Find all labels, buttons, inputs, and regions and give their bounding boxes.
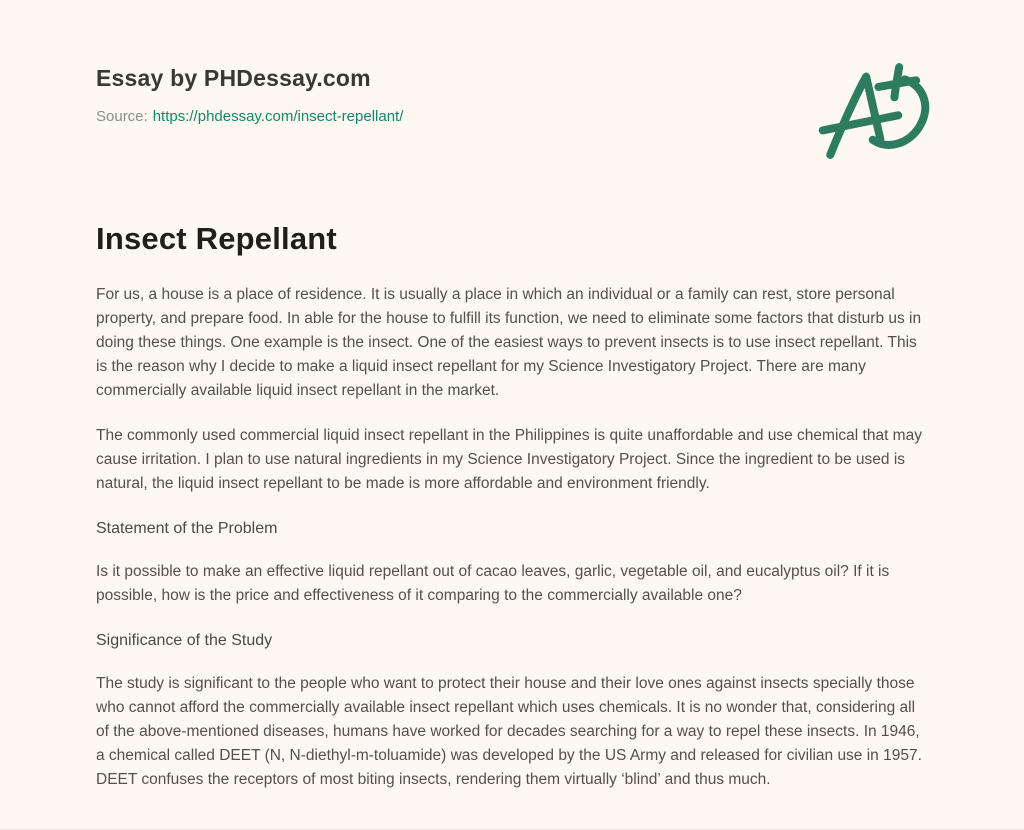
essay-paragraph: The study is significant to the people who want to protect their house and their love ones against insects specially those who cannot afford the commercially available insect repellant which uses chemicals. It is no wonder that, considering all of the above-mentioned diseases, humans have worked for decades searching for a way to repel these insects. In 1946, a chemical called DEET (N, N-diethyl-m-toluamide) was developed by the US Army and released for civilian use in 1957. DEET confuses the receptors of most biting insects, rendering them virtually ‘blind’ and thus much. — [96, 675, 922, 788]
section-heading-statement-of-the-problem: Statement of the Problem — [96, 520, 278, 537]
source-link[interactable]: https://phdessay.com/insect-repellant/ — [152, 108, 404, 125]
a-plus-logo-icon — [818, 60, 936, 163]
header-text-block — [96, 64, 403, 127]
essay-paragraph: For us, a house is a place of residence. It is usually a place in which an individual or a family can rest, store personal property, and prepare food. In able for the house to fulfill its function, we need to eliminate some factors that disturb us in doing these things. One example is the insect. One of the easiest ways to prevent insects is to use insect repellant. This is the reason why I decide to make a liquid insect repellant for my Science Investigatory Project. There are many commercially available liquid insect repellant in the market. — [96, 286, 922, 399]
source-line — [96, 107, 403, 127]
essay-paragraph: Is it possible to make an effective liquid repellant out of cacao leaves, garlic, vegetable oil, and eucalyptus oil? If it is possible, how is the price and effectiveness of it comparing to the commercially available one? — [96, 563, 890, 604]
phdessay-logo — [818, 60, 936, 163]
source-label: Source: — [96, 108, 148, 125]
page-title: Essay by PHDessay.com — [96, 65, 371, 91]
essay-paragraph: The commonly used commercial liquid insect repellant in the Philippines is quite unaffordable and use chemical that may cause irritation. I plan to use natural ingredients in my Science Investigatory Project. Since the ingredient to be used is natural, the liquid insect repellant to be made is more affordable and environment friendly. — [96, 427, 922, 492]
essay-content — [96, 221, 928, 792]
section-heading-significance-of-the-study: Significance of the Study — [96, 632, 273, 649]
header — [96, 0, 928, 163]
essay-title: Insect Repellant — [96, 221, 337, 256]
